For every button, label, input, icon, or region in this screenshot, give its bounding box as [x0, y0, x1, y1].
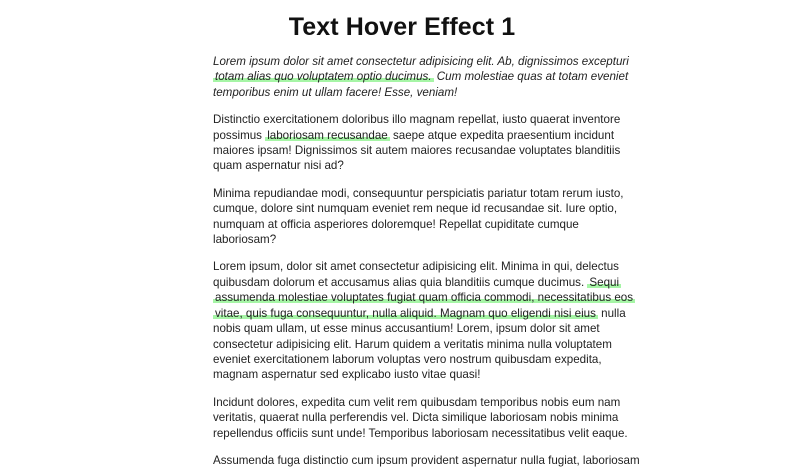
- paragraph-4: [213, 259, 634, 382]
- text-line: [213, 85, 591, 100]
- paragraph-1: [213, 54, 629, 100]
- text: magnam aspernatur sed explicabo iusto vitae quasi!: [213, 368, 481, 382]
- text-line: [213, 426, 628, 441]
- paragraph-5: [213, 395, 628, 441]
- paragraph-6: [213, 453, 640, 468]
- text-line: [213, 232, 591, 247]
- text-line: [213, 306, 626, 321]
- text-line: [213, 259, 619, 274]
- text-line: [213, 217, 591, 232]
- hover-highlight-link[interactable]: vitae, quis fuga consequuntur, nulla aliquid. Magnam quo eligendi nisi eius: [215, 306, 596, 320]
- text: repellendus officiis sunt unde! Temporibus laboriosam necessitatibus velit eaque.: [213, 426, 628, 440]
- text-line: [213, 395, 621, 410]
- text-line: [213, 321, 600, 336]
- text: quam aspernatur nisi ad?: [213, 159, 344, 173]
- text-line: [213, 128, 615, 143]
- text-line: [213, 112, 621, 127]
- text: veritatis, quaerat nulla perferendis vel. Dicta similique laboriosam nobis minima: [213, 411, 619, 425]
- hover-highlight-link[interactable]: totam alias quo voluptatem optio ducimus.: [215, 70, 432, 84]
- text-line: [213, 352, 602, 367]
- text: quibusdam dolorum et accusamus alias quia blanditiis cumque ducimus.: [213, 275, 588, 289]
- hover-highlight-link[interactable]: assumenda molestiae voluptates fugiat quam officia commodi, necessitatibus eos: [215, 291, 634, 305]
- text: Lorem ipsum dolor sit amet consectetur adipisicing elit. Ab, dignissimos excepturi: [213, 55, 629, 68]
- text: Assumenda fuga distinctio cum ipsum provident aspernatur nulla fugiat, laboriosam: [213, 453, 640, 467]
- text: maiores ipsam! Dignissimos sit autem maiores recusandae voluptates blanditiis: [213, 144, 621, 158]
- text-line: [213, 275, 620, 290]
- text-line: [213, 290, 634, 305]
- hover-highlight-link[interactable]: laboriosam recusandae: [267, 128, 388, 142]
- text: Distinctio exercitationem doloribus illo magnam repellat, iusto quaerat inventore: [213, 113, 621, 127]
- text: saepe atque expedita praesentium incidunt: [389, 128, 615, 142]
- article: [209, 12, 640, 468]
- text-line: [213, 367, 591, 382]
- text-line: [213, 186, 624, 201]
- text: Cum molestiae quas at totam eveniet: [433, 70, 629, 84]
- text: Lorem ipsum, dolor sit amet consectetur adipisicing elit. Minima in qui, delectus: [213, 260, 619, 274]
- text: Minima repudiandae modi, consequuntur perspiciatis pariatur totam rerum iusto,: [213, 186, 624, 200]
- text: cumque, dolore sint numquam eveniet rem neque id recusandae sit. Iure optio,: [213, 202, 618, 216]
- text: consectetur adipisicing elit. Harum quidem a veritatis minima nulla voluptatem: [213, 337, 612, 351]
- hover-highlight-link[interactable]: Sequi: [589, 275, 620, 289]
- paragraph-3: [213, 186, 624, 248]
- text-line: [213, 69, 629, 84]
- paragraph-2: [213, 112, 621, 174]
- text: possimus: [213, 128, 266, 142]
- text-line: [213, 158, 591, 173]
- text-line: [213, 337, 612, 352]
- text: eveniet exercitationem laborum voluptas vero nostrum quibusdam expedita,: [213, 352, 602, 366]
- text-line: [213, 453, 640, 468]
- text: numquam at officia asperiores doloremque! Repellat cupiditate cumque: [213, 217, 579, 231]
- text-line: [213, 201, 618, 216]
- text: nobis quam ullam, ut esse minus accusantium! Lorem, ipsum dolor sit amet: [213, 322, 600, 336]
- text: temporibus enim ut ullam facere! Esse, veniam!: [213, 85, 458, 99]
- page-title: Text Hover Effect 1: [288, 13, 516, 41]
- text: Incidunt dolores, expedita cum velit rem quibusdam temporibus nobis eum nam: [213, 395, 621, 409]
- text: laboriosam?: [213, 233, 277, 247]
- text-line: [213, 54, 629, 69]
- text-line: [213, 143, 621, 158]
- text: nulla: [597, 306, 626, 320]
- text-line: [213, 410, 619, 425]
